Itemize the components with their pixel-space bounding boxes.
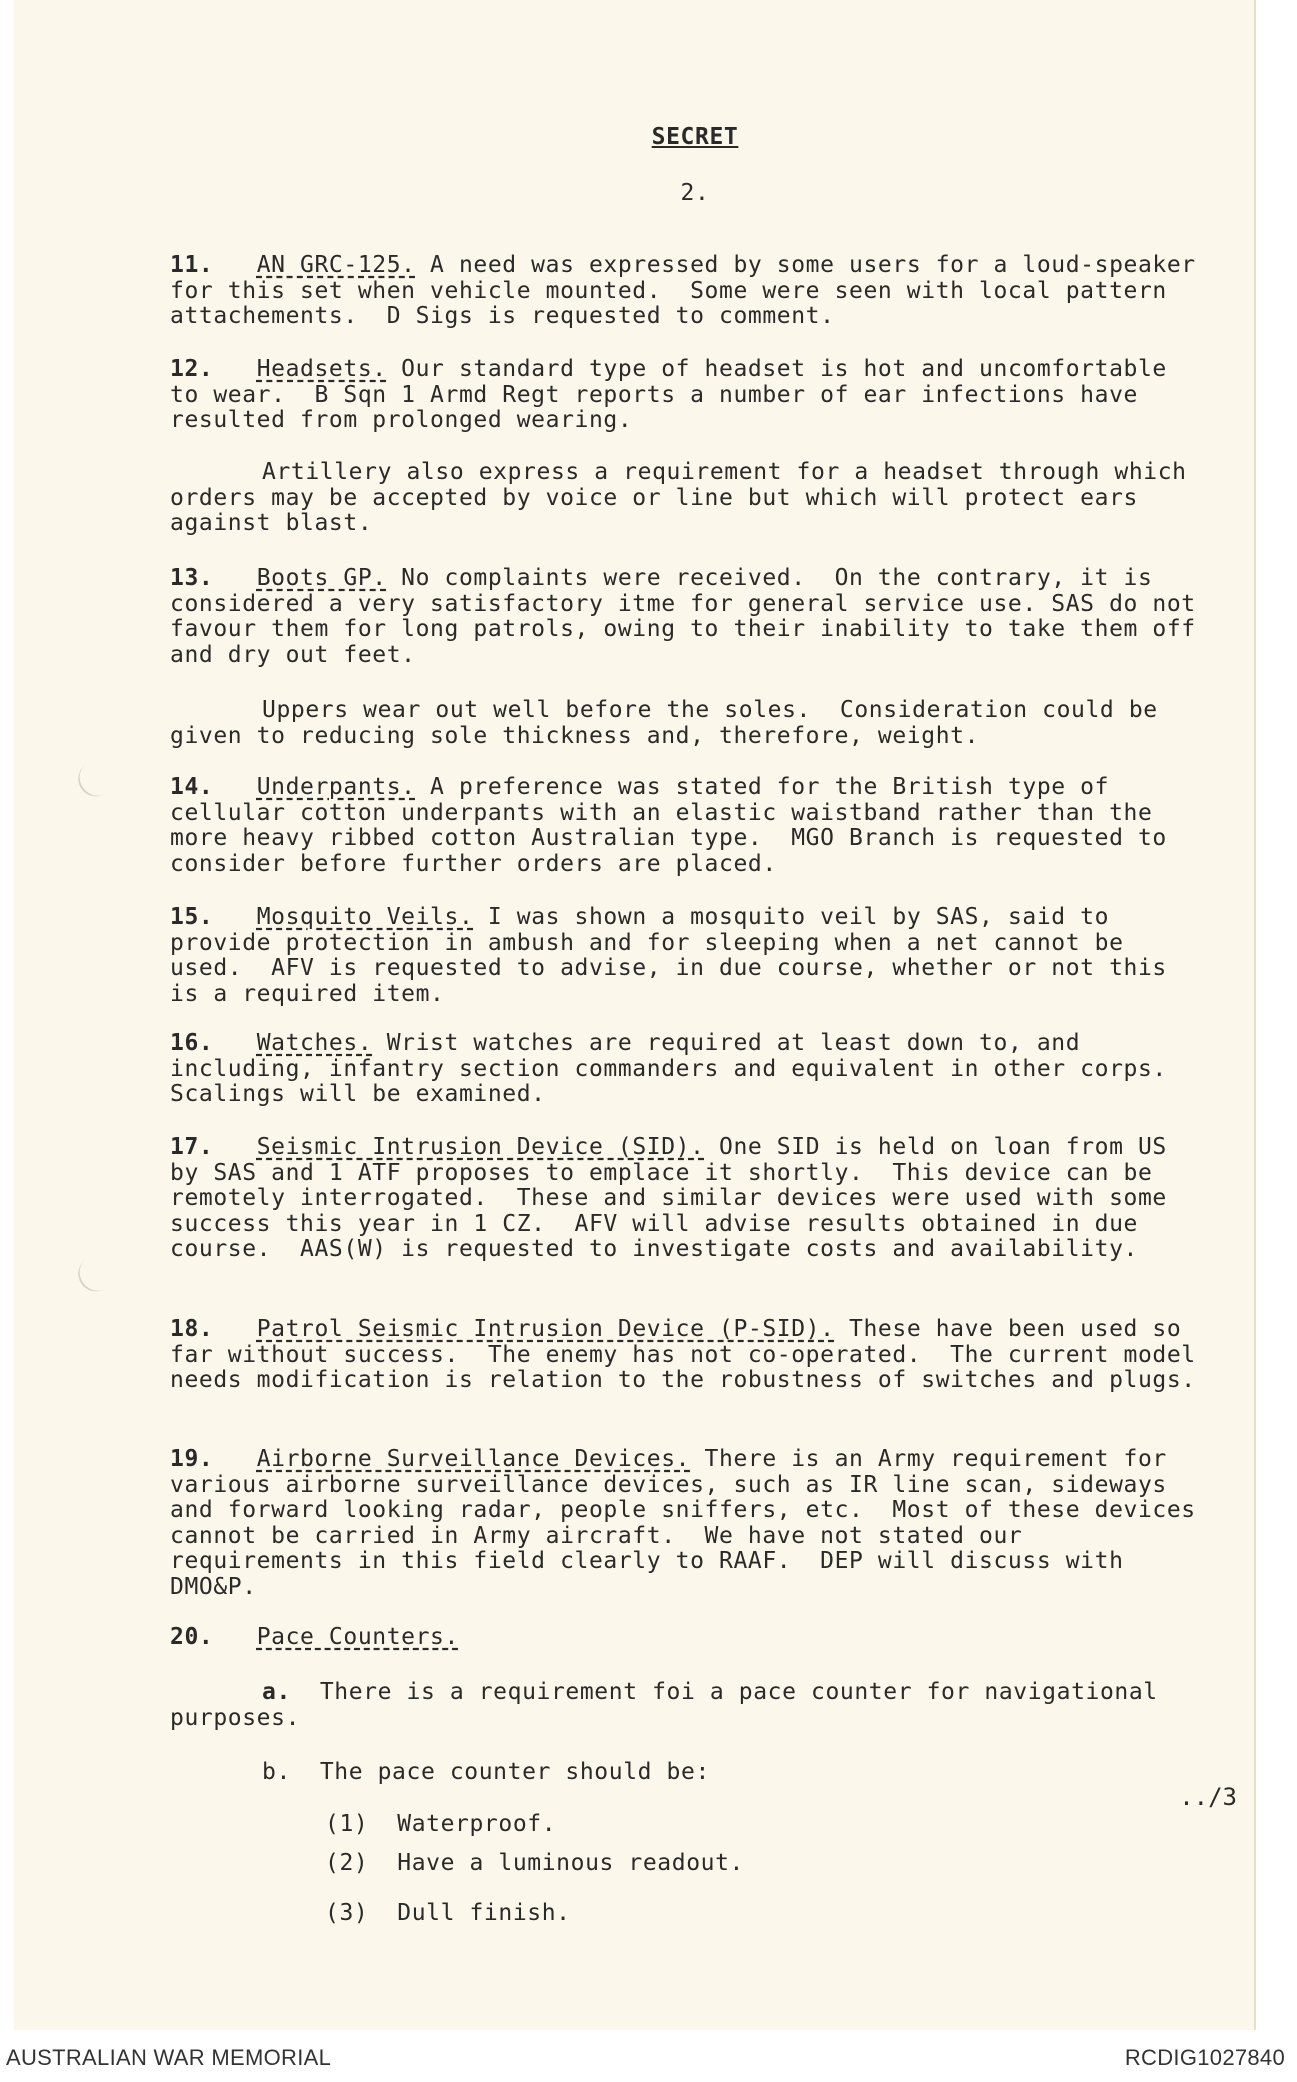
paragraph-heading: Boots GP.: [256, 565, 387, 591]
classification-marking: SECRET: [651, 124, 739, 150]
page-header: [200, 125, 1190, 206]
continuation-marker: ../3: [1179, 1783, 1237, 1811]
paragraph-15: [170, 905, 1200, 1007]
item-label: (1): [325, 1811, 369, 1837]
paragraph-13: [170, 565, 1211, 668]
paragraph-number: 17.: [170, 1134, 214, 1160]
page-number: 2.: [680, 179, 710, 206]
paragraph-number: 20.: [170, 1624, 214, 1650]
footer-archive-name: AUSTRALIAN WAR MEMORIAL: [6, 2045, 332, 2070]
paragraph-17: [170, 1135, 1200, 1263]
paragraph-20: [170, 1625, 1200, 1651]
pace-counter-item: [325, 1901, 1297, 1927]
paragraph-heading: Watches.: [256, 1030, 373, 1056]
paragraph-text: A need was expressed by some users for a loud-speaker for this set when vehicle mounted. Some were seen with local pattern attachements. D Sigs is requested to comment.: [170, 252, 1211, 329]
footer-item-id: RCDIG1027840: [1124, 2045, 1285, 2070]
paragraph-text: A preference was stated for the British type of cellular cotton underpants with an elastic waistband rather than the more heavy ribbed cotton Australian type. MGO Branch is requested to consider before further orders are placed.: [170, 774, 1182, 877]
paragraph-number: 14.: [170, 774, 214, 800]
paragraph-11: [170, 252, 1211, 330]
paragraph-heading: AN GRC-125.: [256, 252, 416, 278]
subpara-text: The pace counter should be:: [319, 1759, 710, 1785]
pace-counter-item: [325, 1812, 1297, 1838]
paragraph-text: There is an Army requirement for various airborne surveillance devices, such as IR line scan, sideways and forward looking radar, people sniffers, etc. Most of these devices cannot be carried in Army aircraft. We have not stated our requirements in this field clearly to RAAF. DEP will discuss with DMO&P.: [170, 1446, 1211, 1600]
item-label: (2): [325, 1850, 369, 1876]
item-text: Waterproof.: [397, 1811, 557, 1837]
paragraph-heading: Patrol Seismic Intrusion Device (P-SID).: [256, 1316, 835, 1342]
paragraph-number: 16.: [170, 1030, 214, 1056]
paragraph-heading: Mosquito Veils.: [256, 904, 474, 930]
punch-hole-mark: [71, 1247, 123, 1298]
item-text: Have a luminous readout.: [397, 1850, 744, 1876]
item-text: Dull finish.: [397, 1900, 571, 1926]
subpara-text: There is a requirement foi a pace counter for navigational purposes.: [170, 1679, 1173, 1731]
paragraph-text: These have been used so far without success. The enemy has not co-operated. The current model needs modification is relation to the robustness of switches and plugs.: [170, 1316, 1211, 1393]
paragraph-12: [170, 357, 1200, 434]
paragraph-heading: Airborne Surveillance Devices.: [256, 1446, 691, 1472]
paragraph-16: [170, 1031, 1200, 1108]
paragraph-heading: Headsets.: [256, 356, 387, 382]
paragraph-text: Our standard type of headset is hot and uncomfortable to wear. B Sqn 1 Armd Regt reports a number of ear infections have resulted from prolonged wearing.: [170, 356, 1182, 433]
paragraph-number: 12.: [170, 356, 214, 382]
item-label: (3): [325, 1900, 369, 1926]
subpara-label: b.: [262, 1759, 291, 1785]
paragraph-text: I was shown a mosquito veil by SAS, said to provide protection in ambush and for sleeping when a net cannot be used. AFV is requested to advise, in due course, whether or not this is a required item.: [170, 904, 1182, 1007]
paragraph-14: [170, 775, 1200, 877]
pace-counter-item: [325, 1851, 1297, 1877]
paragraph-number: 18.: [170, 1316, 214, 1342]
paragraph-19: [170, 1446, 1211, 1600]
paragraph-number: 19.: [170, 1446, 214, 1472]
paragraph-text: Uppers wear out well before the soles. Consideration could be given to reducing sole thickness and, therefore, weight.: [170, 697, 1173, 749]
paragraph-text: Wrist watches are required at least down to, and including, infantry section commanders and equivalent in other corps. Scalings will be examined.: [170, 1030, 1196, 1107]
paragraph-number: 13.: [170, 565, 214, 591]
document-body: [170, 124, 1211, 1926]
punch-hole-mark: [71, 752, 123, 803]
paragraph-heading: Seismic Intrusion Device (SID).: [256, 1134, 705, 1160]
paragraph-heading: Pace Counters.: [256, 1624, 459, 1650]
paragraph-number: 15.: [170, 904, 214, 930]
paragraph-heading: Underpants.: [256, 774, 416, 800]
paragraph-text: Artillery also express a requirement for a headset through which orders may be accepted by voice or line but which will protect ears against blast.: [170, 459, 1202, 536]
paragraph-18: [170, 1316, 1211, 1394]
paragraph-13-continued: [170, 698, 1200, 749]
paragraph-number: 11.: [170, 252, 214, 278]
paragraph-text: No complaints were received. On the contrary, it is considered a very satisfactory itme for general service use. SAS do not favour them for long patrols, owing to their inability to take them off and dry out feet.: [170, 565, 1211, 668]
pace-counter-subpara-b: [262, 1760, 1292, 1786]
pace-counter-subpara-a: [170, 1680, 1200, 1731]
subpara-label: a.: [262, 1679, 291, 1705]
paragraph-text: One SID is held on loan from US by SAS and 1 ATF proposes to emplace it shortly. This device can be remotely interrogated. These and similar devices were used with some success this year in 1 CZ. AFV will advise results obtained in due course. AAS(W) is requested to investigate costs and availability.: [170, 1134, 1182, 1262]
paragraph-12-continued: [170, 460, 1200, 537]
